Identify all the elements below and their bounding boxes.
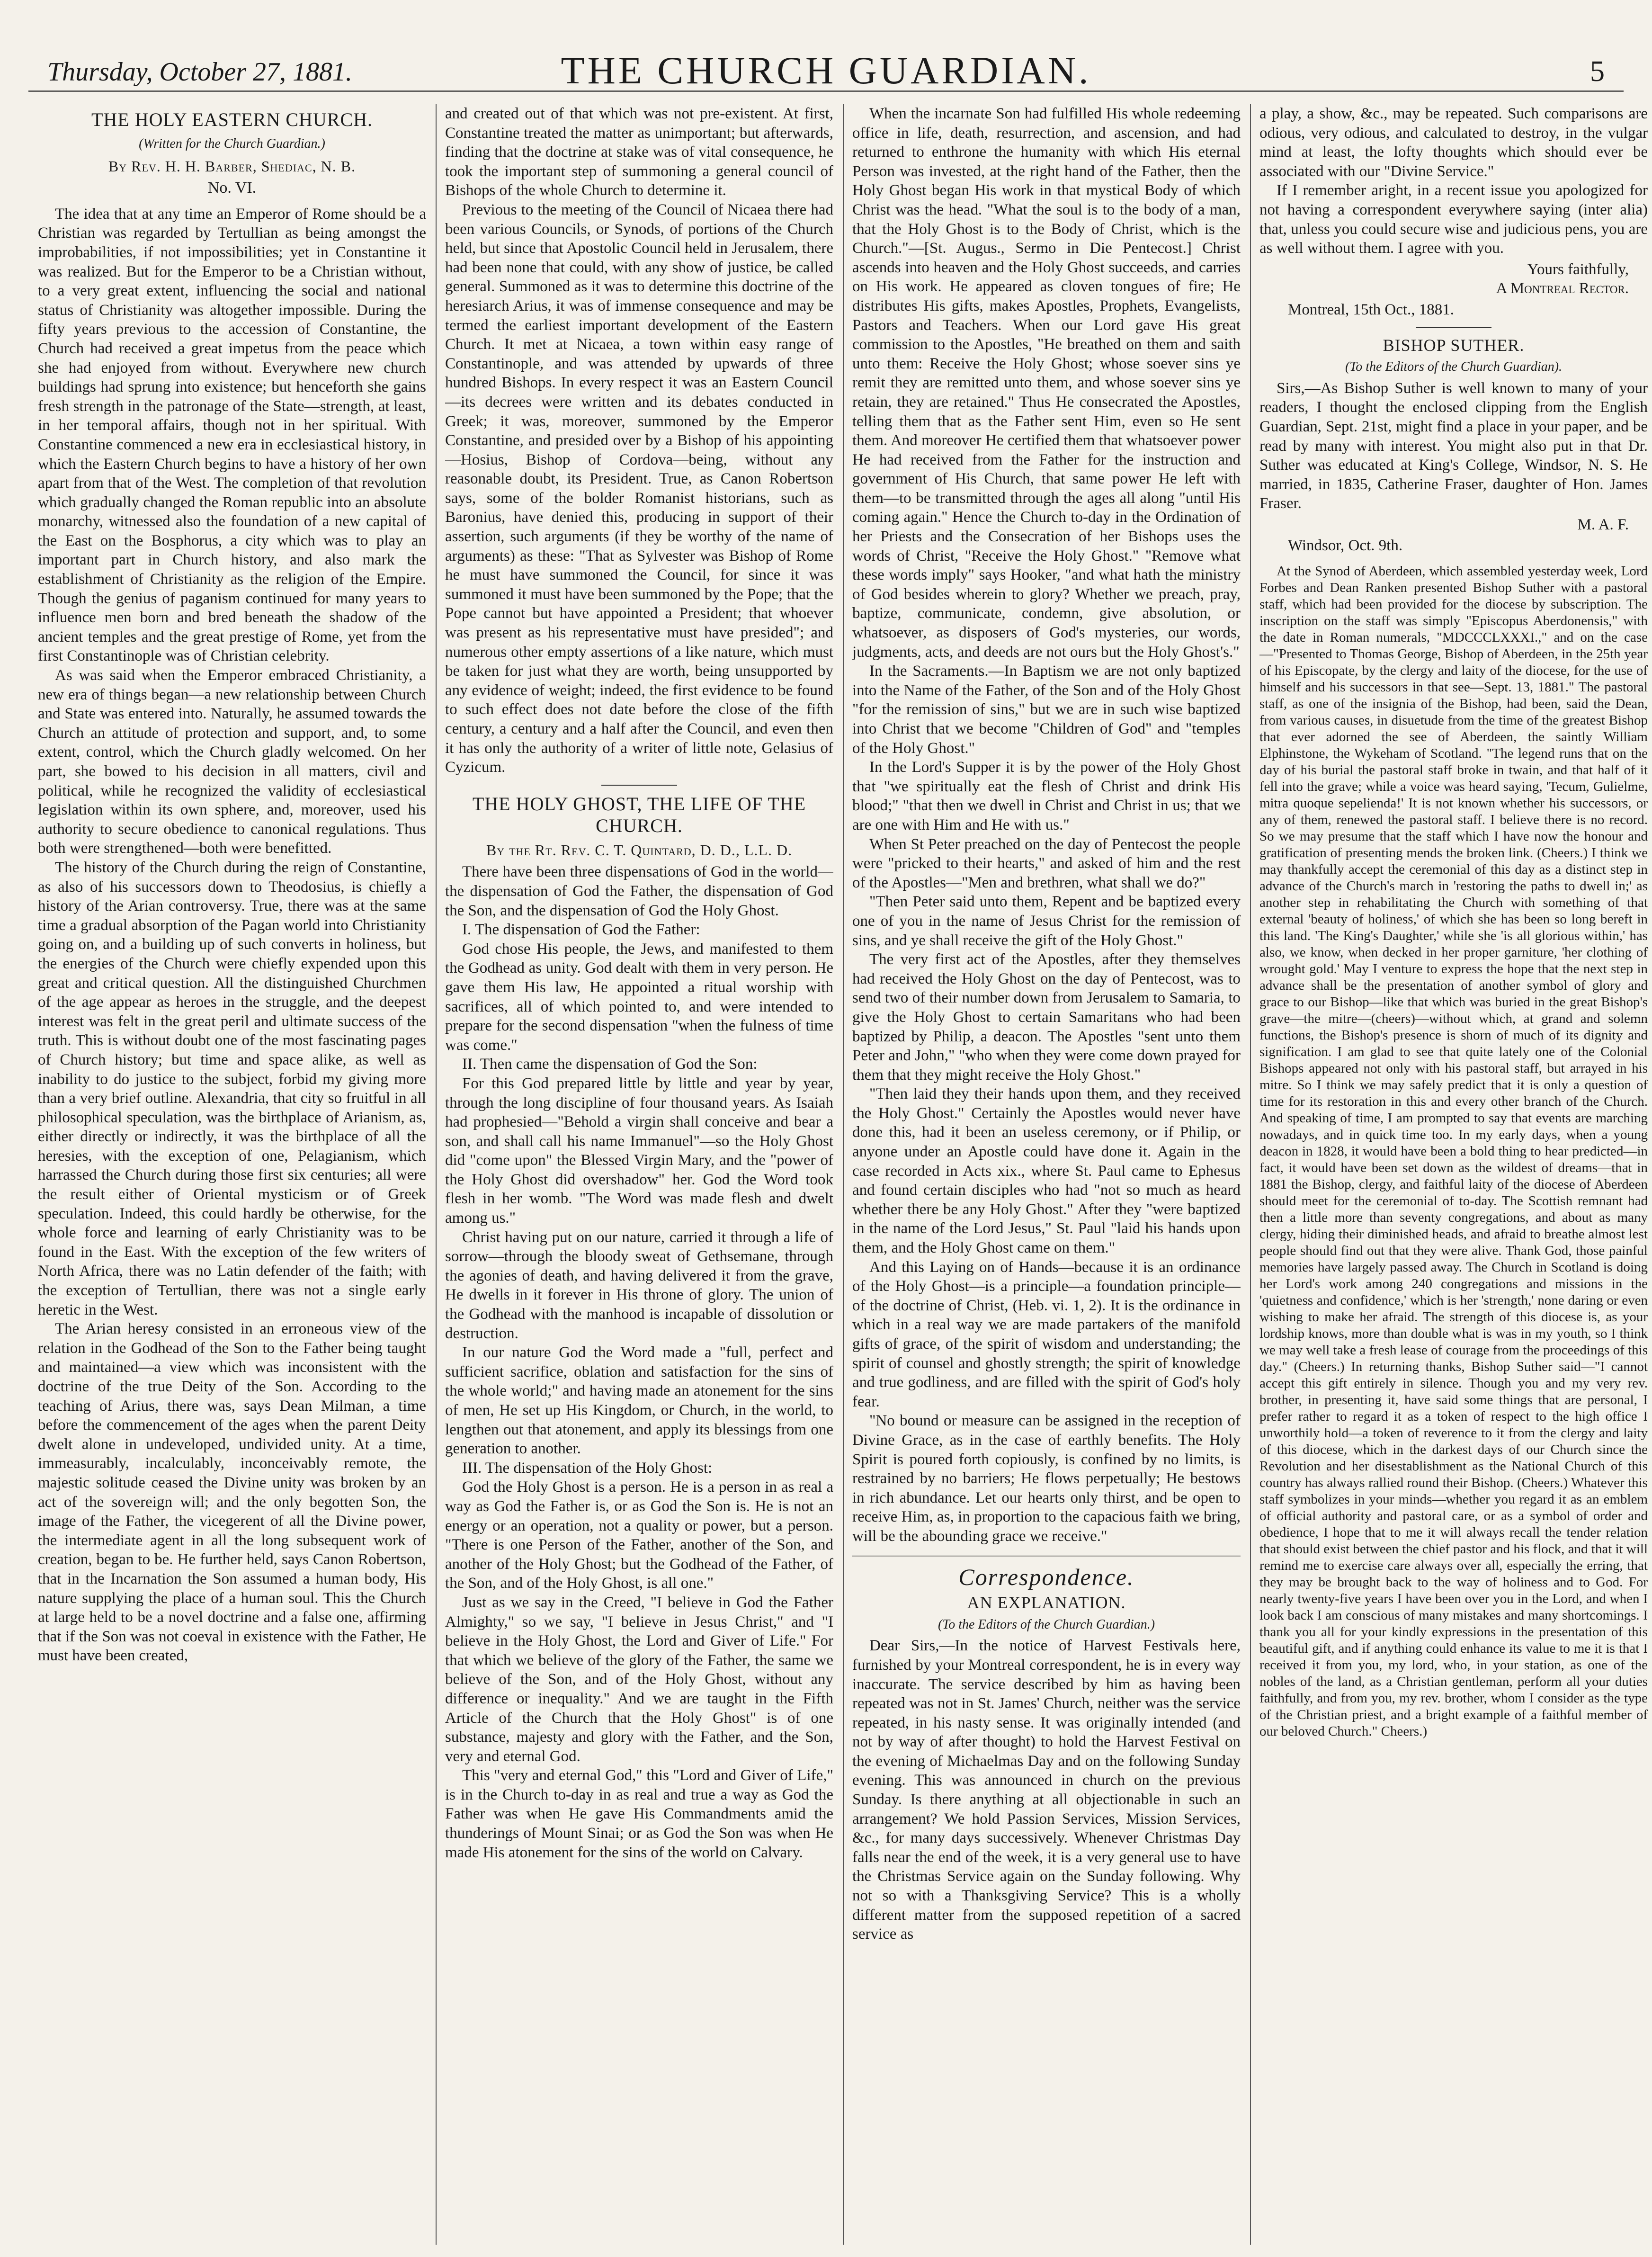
paragraph: Previous to the meeting of the Council of Nicaea there had been various Councils, or Synods, of portions of the Church held, but since that Apostolic Council held in Jerusalem, there had been none that could, with any show of justice, be called general. Summoned as it was to determine this doctrine of the heresiarch Arius, it was of immense consequence and may be termed the earliest important development of the Eastern Church. It met at Nicaea, a town within easy range of Constantinople, and was attended by upwards of three hundred Bishops. In every respect it was an Eastern Council—its decrees were written and its debates conducted in Greek; it was, moreover, summoned by the Emperor Constantine, and presided over by a Bishop of his appointing—Hosius, Bishop of Cordova—being, without any reasonable doubt, its President. True, as Canon Robertson says, some of the bolder Romanist historians, such as Baronius, have denied this, producing in support of their assertion, such arguments (if they be worthy of the name of arguments) as these: "That as Sylvester was Bishop of Rome he must have summoned the Council, for since it was summoned it must have been summoned by the Pope; that the Pope cannot but have appointed a President; that whoever was present as his representative must have presided"; and numerous other empty assertions of a like nature, which must be taken for just what they are worth, being unsupported by any evidence of weight; indeed, the first evidence to be found to such effect does not date before the close of the fifth century, a century and a half after the Council, and even then it has only the authority of a writer of little note, Gelasius of Cyzicum. (445, 201, 833, 776)
column-divider (843, 104, 844, 2245)
article-note: (Written for the Church Guardian.) (139, 136, 325, 151)
paragraph: The history of the Church during the reign of Constantine, as also of his successors down to Theodosius, is chiefly a history of the Arian controversy. True, there was at the same time a gradual absorption of the Pagan world into Christianity going on, and a building up of such converts in holiness, but the energies of the Church were chiefly expended upon this great and critical question. All the distinguished Churchmen of the age appear as heroes in the struggle, and the deepest interest was felt in the great peril and ultimate success of the truth. This is without doubt one of the most fascinating pages of Church history; but time and space alike, as well as inability to do justice to the subject, forbid my giving more than a very brief outline. Alexandria, that city so fruitful in all philosophical speculation, was the birthplace of Arianism, as, either directly or indirectly, it was the birthplace of all the heresies, with the exception of one, Pelagianism, which harrassed the Church during those first six centuries; all were the result either of Oriental mysticism or of Greek speculation. Indeed, this could hardly be otherwise, for the whole force and learning of early Christianity was to be found in the East. With the exception of the few writers of North Africa, there was no Latin defender of the faith; with the exception of Tertullian, there was not a single early heretic in the West. (38, 859, 426, 1318)
letter-note: (To the Editors of the Church Guardian). (1345, 359, 1563, 375)
paragraph: Dear Sirs,—In the notice of Harvest Festivals here, furnished by your Montreal correspondent, he is in every way inaccurate. The service described by him as having been repeated was not in St. James' Church, neither was the service repeated, in his nasty sense. It was originally intended (and not by way of after thought) to hold the Harvest Festival on the evening of Michaelmas Day and on the following Sunday evening. This was announced in church on the previous Sunday. Is there anything at all objectionable in such an arrangement? We hold Passion Services, Mission Services, &c., for many days successively. Whenever Christmas Day falls near the end of the week, it is a very general use to have the Christmas Service again on the Sunday following. Why not so with a Thanksgiving Service? This is a wholly different matter from the supposed repetition of a sacred service as (852, 1637, 1241, 1943)
letter-heading: AN EXPLANATION. (967, 1593, 1126, 1612)
paragraph: Christ having put on our nature, carried it through a life of sorrow—through the bloody sweat of Gethsemane, through the agonies of death, and having delivered it from the grave, He dwells in it forever in His throne of glory. The union of the Godhead with the manhood is incapable of dissolution or destruction. (445, 1228, 833, 1342)
paragraph: For this God prepared little by little and year by year, through the long discipline of four thousand years. As Isaiah had prophesied—"Behold a virgin shall conceive and bear a son, and shall call his name Immanuel"—so the Holy Ghost did "come upon" the Blessed Virgin Mary, and the "power of the Holy Ghost did overshadow" her. God the Word took flesh in her womb. "The Word was made flesh and dwelt among us." (445, 1075, 833, 1227)
quoted-clipping (1259, 563, 1648, 1740)
paragraph: "Then Peter said unto them, Repent and be baptized every one of you in the name of Jesus Christ for the remission of sins, and ye shall receive the gift of the Holy Ghost." (852, 893, 1241, 949)
signature-closing: Yours faithfully, (1527, 260, 1629, 278)
section-heading: Correspondence. (958, 1563, 1134, 1590)
divider (1416, 327, 1491, 328)
column-2 (445, 104, 833, 2245)
paragraph: Just as we say in the Creed, "I believe in God the Father Almighty," so we say, "I believe in Jesus Christ," and "I believe in the Holy Ghost, the Lord and Giver of Life." For that which we believe of the glory of the Father, the same we believe of the Son, and of the Holy Ghost, without any difference or inequality." And we are taught in the Fifth Article of the Church that the Holy Ghost" is of one substance, majesty and glory with the Father, and the Son, very and eternal God. (445, 1594, 833, 1765)
column-1 (38, 104, 426, 2245)
article-byline: By the Rt. Rev. C. T. Quintard, D. D., L.L. D. (486, 841, 793, 859)
article-heading: THE HOLY GHOST, THE LIFE OF THE CHURCH. (472, 793, 806, 836)
paragraph: When the incarnate Son had fulfilled His whole redeeming office in life, death, resurrection, and ascension, and had returned to enthrone the humanity with which His eternal Person was invested, at the right hand of the Father, then the Holy Ghost began His work in that mystical Body of which Christ was the head. "What the soul is to the body of a man, that the Holy Ghost is to the Body of Christ, which is the Church."—[St. Augus., Sermo in Die Pentecost.] Christ ascends into heaven and the Holy Ghost succeeds, and carries on His work. He appeared as cloven tongues of fire; He distributes His gifts, makes Apostles, Prophets, Evangelists, Pastors and Teachers. When our Lord gave His great commission to the Apostles, "He breathed on them and saith unto them: Receive the Holy Ghost; whose soever sins ye remit they are remitted unto them, and whose soever sins ye retain, they are retained." Thus He consecrated the Apostles, telling them that as the Father sent Him, even so He sent them. And moreover He certified them that whatsoever power He had received from the Father for the instruction and government of His Church, that same power He left with them—to be transmitted through the ages all along "until His coming again." Hence the Church to-day in the Ordination of her Priests and the Consecration of her Bishops uses the words of Christ, "Receive the Holy Ghost." "Remove what these words imply" says Hooker, "and what hath the ministry of God besides wherein to glory? Whether we preach, pray, baptize, communicate, condemn, give absolution, or whatsoever, as disposers of God's mysteries, our words, judgments, acts, and deeds are not ours but the Holy Ghost's." (852, 105, 1241, 661)
masthead (28, 19, 1624, 92)
letter-note: (To the Editors of the Church Guardian.) (938, 1617, 1155, 1632)
paragraph: Sirs,—As Bishop Suther is well known to many of your readers, I thought the enclosed clipping from the English Guardian, Sept. 21st, might find a place in your paper, and be read by many with interest. You might also put in that Dr. Suther was educated at King's College, Windsor, N. S. He married, in 1835, Catherine Fraser, daughter of Hon. James Fraser. (1259, 379, 1648, 512)
paragraph: a play, a show, &c., may be repeated. Such comparisons are odious, very odious, and calculated to destroy, in the vulgar mind at least, the lofty thoughts which should ever be associated with our "Divine Service." (1259, 105, 1648, 180)
paragraph: The Arian heresy consisted in an erroneous view of the relation in the Godhead of the Son to the Father being taught and maintained—a view which was inconsistent with the doctrine of the true Deity of the Son. According to the teaching of Arius, there was, says Dean Milman, a time before the commencement of the ages when the parent Deity dwelt alone in undeveloped, undivided unity. At a time, immeasurably, incalculably, inconceivably remote, the majestic solitude ceased the Divine unity was broken by an act of the sovereign will; and the only begotten Son, the image of the Father, the vicegerent of all the Divine power, the intermediate agent in all the long subsequent work of creation, began to be. He further held, says Canon Robertson, that in the Incarnation the Son assumed a human body, His nature supplying the place of a human soul. This the Church at large held to be a novel doctrine and a false one, affirming that if the Son was not coeval in existence with the Father, He must have been created, (38, 1320, 426, 1665)
signature-name: A Montreal Rector. (1496, 280, 1629, 297)
paragraph: At the Synod of Aberdeen, which assembled yesterday week, Lord Forbes and Dean Ranken presented Bishop Suther with a pastoral staff, which had been provided for the diocese by subscription. The inscription on the staff was simply "Episcopus Aberdonensis," with the date in Roman numerals, "MDCCCLXXXI.," and on the case—"Presented to Thomas George, Bishop of Aberdeen, in the 25th year of his Episcopate, by the clergy and laity of the diocese, for the use of himself and his successors in that see—Sept. 13, 1881." The pastoral staff, as one of the insignia of the Bishop, had been, said the Dean, from various causes, in disuetude from the time of the greatest Bishop that ever adorned the see of Aberdeen, the saintly William Elphinstone, the Wykeham of Scotland. "The legend runs that on the day of his burial the pastoral staff broke in twain, and that half of it fell into the grave; while a voice was heard saying, 'Tecum, Gulielme, mitra quoque sepelienda!' It is not known whether his successors, or any of them, renewed the pastoral staff. I believe there is no record. So we may presume that the staff which I have now the honour and gratification of presenting mends the broken link. (Cheers.) I think we may thankfully accept the ceremonial of this day as a distinct step in advance of the Church's march in 'restoring the paths to dwell in;' as another step in rehabilitating the Church with something of that external 'beauty of holiness,' of which she has been so long bereft in this land. 'The King's Daughter,' while she 'is all glorious within,' has also, we know, when decked in her proper garniture, 'her clothing of wrought gold.' May I venture to express the hope that the next step in advance shall be the presentation of another symbol of glory and grace to our Bishop—like that which was buried in the great Bishop's grave—the mitre—(cheers)—without which, at grand and solemn functions, the Bishop's presence is shorn of much of its dignity and signification. I am glad to see that quite lately one of the Colonial Bishops appeared not only with his pastoral staff, but arrayed in his mitre. So I think we may safely predict that it is only a question of time for its restoration in this and every other branch of the Church. And speaking of time, I am prompted to say that events are marching nowadays, and in quick time too. In my early days, when a young deacon in 1828, it would have been a bold thing to hear predicted—in fact, it would have been set down as the wildest of dreams—that in 1881 the Bishop, clergy, and faithful laity of the diocese of Aberdeen should meet for the ceremonial of to-day. The Scottish remnant had then a little more than seventy congregations, and about as many clergy, hiding their diminished heads, and afraid to breathe almost lest people should find out that they were alive. Thank God, those painful memories have largely passed away. The Church in Scotland is doing her Lord's work among 240 congregations and missions in the 'quietness and confidence,' which is her 'strength,' none daring or even wishing to make her afraid. The strength of this diocese is, as your lordship knows, more than double what is was in my youth, so I think we may well take a fresh lease of courage from the proceedings of this day." (Cheers.) In returning thanks, Bishop Suther said—"I cannot accept this gift entirely in silence. Though you and my very rev. brother, in presenting it, have said some things that are personal, I prefer rather to regard it as a token of respect to the high office I unworthily hold—a token of reverence to it from the clergy and laity of this diocese, which in the darkest days of our Church since the Revolution and her disestablishment as the National Church of this country has always rallied round their Bishop. (Cheers.) Whatever this staff symbolizes in your minds—whether you regard it as an emblem of official authority and pastoral care, or as a symbol of order and obedience, I hope that to me it will always recall the tender relation that should exist between the chief pastor and his flock, and that it will remind me to exercise care always over all, especially the erring, that they may be brought back to the way of holiness and to God. For nearly twenty-five years I have been over you in the Lord, and when I look back I am conscious of many mistakes and many shortcomings. I thank you all for your kindly expressions in the presentation of this beautiful gift, and if anything could enhance its value to me it is that I received it from you, my lord, who, in your station, as one of the nobles of the land, as a Christian gentleman, perform all your duties faithfully, and from you, my rev. brother, whom I consider as the type of the Christian priest, and a bright example of a faithful member of our beloved Church." Cheers.) (1259, 564, 1648, 1739)
paragraph: If I remember aright, in a recent issue you apologized for not having a correspondent everywhere saying (inter alia) that, unless you could secure wise and judicious pens, you are as well without them. I agree with you. (1259, 182, 1648, 257)
column-3 (852, 104, 1241, 2245)
paragraph: When St Peter preached on the day of Pentecost the people were "pricked to their hearts," and asked of him and the rest of the Apostles—"Men and brethren, what shall we do?" (852, 835, 1241, 891)
page-number: 5 (1590, 55, 1605, 88)
divider (601, 785, 677, 786)
article-heading: THE HOLY EASTERN CHURCH. (91, 109, 373, 130)
newspaper-title: THE CHURCH GUARDIAN. (561, 49, 1091, 92)
paragraph: In our nature God the Word made a "full, perfect and sufficient sacrifice, oblation and satisfaction for the sins of the whole world;" and having made an atonement for the sins of men, He set up His Kingdom, or Church, in the world, to lengthen out that atonement, and apply its blessings from one generation to another. (445, 1344, 833, 1458)
paragraph: "Then laid they their hands upon them, and they received the Holy Ghost." Certainly the Apostles would never have done this, had it been an useless ceremony, or if Philip, or anyone under an Apostle could have done it. Again in the case recorded in Acts xix., where St. Paul came to Ephesus and found certain disciples who had "not so much as heard whether there be any Holy Ghost." After they "were baptized in the name of the Lord Jesus," St. Paul "laid his hands upon them, and the Holy Ghost came on them." (852, 1085, 1241, 1257)
paragraph: And this Laying on of Hands—because it is an ordinance of the Holy Ghost—is a principle—a foundation principle—of the doctrine of Christ, (Heb. vi. 1, 2). It is the ordinance in which in a real way we are made partakers of the manifold gifts of grace, of the spirit of wisdom and understanding; the spirit of counsel and ghostly strength; the spirit of knowledge and true godliness, and are filled with the spirit of God's holy fear. (852, 1258, 1241, 1410)
column-divider (436, 104, 437, 2245)
paragraph: As was said when the Emperor embraced Christianity, a new era of things began—a new relationship between Church and State was entered into. Naturally, he assumed towards the Church an attitude of protection and support, and, to some extent, control, which the Church gladly welcomed. On her part, she bowed to his decision in all matters, civil and political, while he recognized the validity of ecclesiastical legislation within its own sphere, and, moreover, used his authority to secure obedience to canonical regulations. Thus both were strengthened—both were benefitted. (38, 667, 426, 857)
article-byline: By Rev. H. H. Barber, Shediac, N. B. (108, 157, 356, 175)
paragraph: I. The dispensation of God the Father: (462, 921, 700, 939)
column-divider (1250, 104, 1251, 2245)
issue-date: Thursday, October 27, 1881. (47, 57, 352, 87)
paragraph: There have been three dispensations of God in the world—the dispensation of God the Father, the dispensation of God the Son, and the dispensation of God the Holy Ghost. (445, 863, 833, 919)
signature-initials: M. A. F. (1577, 516, 1629, 533)
paragraph: God the Holy Ghost is a person. He is a person in as real a way as God the Father is, or as God the Son is. He is not an energy or an operation, not a quality or power, but a person. "There is one Person of the Father, another of the Son, and another of the Holy Ghost; but the Godhead of the Father, of the Son, and of the Holy Ghost, is all one." (445, 1478, 833, 1592)
article-number: No. VI. (207, 179, 257, 197)
letter-heading: BISHOP SUTHER. (1383, 335, 1525, 355)
dateline: Montreal, 15th Oct., 1881. (1288, 301, 1455, 318)
paragraph: The idea that at any time an Emperor of Rome should be a Christian was regarded by Tertullian as being amongst the improbabilities, if not impossibilities; yet in Constantine it was realized. But for the Emperor to be a Christian without, to a very great extent, influencing the social and national status of Christianity was altogether impossible. During the fifty years previous to the accession of Constantine, the Church had received a great impetus from the peace which she had enjoyed from without. Everywhere new church buildings had sprung into existence; but henceforth she gains fresh strength in the patronage of the State—strength, at least, in her temporal affairs, though not in her spiritual. With Constantine commenced a new era in ecclesiastical history, in which the Eastern Church begins to have a history of her own apart from that of the West. The completion of that revolution which gradually changed the Roman republic into an absolute monarchy, witnessed also the foundation of a new capital of the East on the Bosphorus, a city which was to play an important part in Church history, and also mark the establishment of Christianity as the religion of the Empire. Though the genius of paganism continued for many years to influence men born and bred beneath the shadow of the ancient temples and the great prestige of Rome, yet from the first Constantinople was of Christian celebrity. (38, 205, 426, 665)
paragraph: In the Lord's Supper it is by the power of the Holy Ghost that "we spiritually eat the flesh of Christ and drink His blood;" "that then we dwell in Christ and Christ in us; that we are one with Him and He with us." (852, 759, 1241, 833)
paragraph: "No bound or measure can be assigned in the reception of Divine Grace, as in the case of earthly benefits. The Holy Spirit is poured forth copiously, is confined by no limits, is restrained by no barriers; He flows perpetually; He bestows in rich abundance. Let our hearts only thirst, and be open to receive Him, as, in proportion to the capacious faith we bring, will be the abounding grace we receive." (852, 1412, 1241, 1545)
section-divider (852, 1556, 1241, 1557)
paragraph: The very first act of the Apostles, after they themselves had received the Holy Ghost on the day of Pentecost, was to send two of their number down from Jerusalem to Samaria, to give the Holy Ghost to certain Samaritans who had been baptized by Philip, a deacon. The Apostles "sent unto them Peter and John," "who when they were come down prayed for them that they might receive the Holy Ghost." (852, 951, 1241, 1084)
paragraph: God chose His people, the Jews, and manifested to them the Godhead as unity. God dealt with them in very person. He gave them His law, He appointed a ritual worship with sacrifices, all of which pointed to, and were intended to prepare for the second dispensation "when the fulness of time was come." (445, 940, 833, 1054)
paragraph: II. Then came the dispensation of God the Son: (462, 1056, 758, 1073)
paragraph: This "very and eternal God," this "Lord and Giver of Life," is in the Church to-day in as real and true a way as God the Father was when He gave His Commandments amid the thunderings of Mount Sinai; or as God the Son was when He made His atonement for the sins of the world on Calvary. (445, 1767, 833, 1861)
paragraph: III. The dispensation of the Holy Ghost: (462, 1459, 713, 1477)
dateline: Windsor, Oct. 9th. (1288, 537, 1403, 555)
paragraph: and created out of that which was not pre-existent. At first, Constantine treated the matter as unimportant; but afterwards, finding that the doctrine at stake was of vital consequence, he took the important step of summoning a general council of Bishops of the whole Church to determine it. (445, 105, 833, 199)
column-4 (1259, 104, 1648, 2245)
paragraph: In the Sacraments.—In Baptism we are not only baptized into the Name of the Father, of the Son and of the Holy Ghost "for the remission of sins," but we are in such wise baptized into Christ that we become "Children of God" and "temples of the Holy Ghost." (852, 663, 1241, 757)
